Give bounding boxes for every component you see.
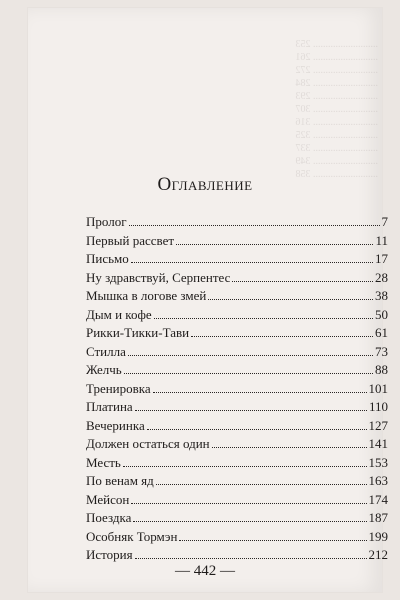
toc-entry-label: Первый рассвет bbox=[86, 232, 175, 248]
toc-entry-label: Особняк Тормэн bbox=[86, 528, 178, 544]
toc-entry-label: Платина bbox=[86, 399, 133, 414]
toc-entry bbox=[86, 510, 388, 529]
dot-leader bbox=[191, 335, 373, 337]
toc-entry-label: По венам яд bbox=[86, 473, 154, 488]
toc-entry-page: 187 bbox=[368, 510, 388, 525]
toc-entry bbox=[86, 529, 388, 548]
toc-entry-page: 50 bbox=[375, 306, 388, 322]
toc-entry bbox=[86, 473, 388, 492]
toc-entry bbox=[86, 381, 388, 400]
dot-leader bbox=[176, 243, 373, 245]
toc-entry-label: Месть bbox=[86, 454, 121, 470]
toc-entry bbox=[86, 251, 388, 270]
toc-entry-page: 101 bbox=[368, 380, 388, 396]
toc-entry bbox=[86, 399, 388, 418]
toc-entry-page: 163 bbox=[368, 473, 388, 488]
book-page bbox=[28, 8, 388, 592]
toc-entry-label: Дым и кофе bbox=[86, 306, 152, 322]
dot-leader bbox=[153, 391, 367, 393]
toc-entry-label: Письмо bbox=[86, 251, 129, 266]
toc-entry bbox=[86, 492, 388, 511]
toc-entry bbox=[86, 270, 388, 289]
toc-entry bbox=[86, 362, 388, 381]
toc-entry-page: 17 bbox=[375, 251, 388, 266]
toc-entry-label: Ну здравствуй, Серпентес bbox=[86, 269, 231, 285]
toc-entry-label: Поездка bbox=[86, 510, 132, 525]
toc-entry-page: 174 bbox=[368, 491, 388, 507]
dot-leader bbox=[128, 354, 373, 356]
toc-entry-page: 11 bbox=[375, 232, 388, 248]
toc-entry bbox=[86, 214, 388, 233]
toc-entry-page: 38 bbox=[375, 288, 388, 303]
show-through-text: .......................... 253 .......................... 261 .......................... 272 .......................... 284 .......................... 293 .......................... 307 .......................... 316 .......................... 325 .......................... 337 .......................... 349 .......................... 358 bbox=[295, 39, 378, 180]
dot-leader bbox=[123, 465, 367, 467]
toc-entry-page: 88 bbox=[375, 362, 388, 377]
page-number: — 442 — bbox=[175, 563, 235, 579]
toc-entry bbox=[86, 436, 388, 455]
toc-entry-label: Мышка в логове змей bbox=[86, 288, 207, 303]
toc-entry-label: История bbox=[86, 547, 133, 562]
toc-entry-page: 7 bbox=[381, 214, 388, 229]
dot-leader bbox=[208, 298, 373, 300]
dot-leader bbox=[131, 261, 373, 263]
toc-entry-label: Стилла bbox=[86, 343, 126, 359]
dot-leader bbox=[135, 557, 367, 559]
dot-leader bbox=[133, 520, 366, 522]
dot-leader bbox=[154, 317, 373, 319]
toc-entry-page: 141 bbox=[368, 436, 388, 451]
dot-leader bbox=[156, 483, 367, 485]
dot-leader bbox=[212, 446, 367, 448]
toc-entry-label: Должен остаться один bbox=[86, 436, 210, 451]
toc-entry bbox=[86, 307, 388, 326]
toc-entry bbox=[86, 344, 388, 363]
toc-entry-label: Мейсон bbox=[86, 491, 130, 507]
toc-entry bbox=[86, 455, 388, 474]
toc-entry-page: 212 bbox=[368, 547, 388, 562]
toc-entry bbox=[86, 418, 388, 437]
toc-entry-label: Желчь bbox=[86, 362, 122, 377]
toc-entry-label: Тренировка bbox=[86, 380, 151, 396]
dot-leader bbox=[232, 280, 373, 282]
toc-entry bbox=[86, 325, 388, 344]
toc-entry-label: Рикки-Тикки-Тави bbox=[86, 325, 190, 340]
toc-entry-page: 127 bbox=[368, 417, 388, 433]
dot-leader bbox=[135, 409, 367, 411]
toc-entry-page: 153 bbox=[368, 454, 388, 470]
toc-entry-label: Вечеринка bbox=[86, 417, 145, 433]
dot-leader bbox=[129, 224, 380, 226]
toc-entry-page: 73 bbox=[375, 343, 388, 359]
toc-entry-page: 61 bbox=[375, 325, 388, 340]
toc-entry-page: 28 bbox=[375, 269, 388, 285]
toc-title: Оглавление bbox=[157, 174, 253, 195]
toc-entry-page: 110 bbox=[368, 399, 388, 414]
dot-leader bbox=[179, 539, 366, 541]
dot-leader bbox=[131, 502, 366, 504]
toc-entry-page: 199 bbox=[368, 528, 388, 544]
toc-entry bbox=[86, 288, 388, 307]
table-of-contents bbox=[86, 214, 388, 566]
dot-leader bbox=[147, 428, 367, 430]
dot-leader bbox=[124, 372, 373, 374]
toc-entry bbox=[86, 233, 388, 252]
toc-entry-label: Пролог bbox=[86, 214, 127, 229]
